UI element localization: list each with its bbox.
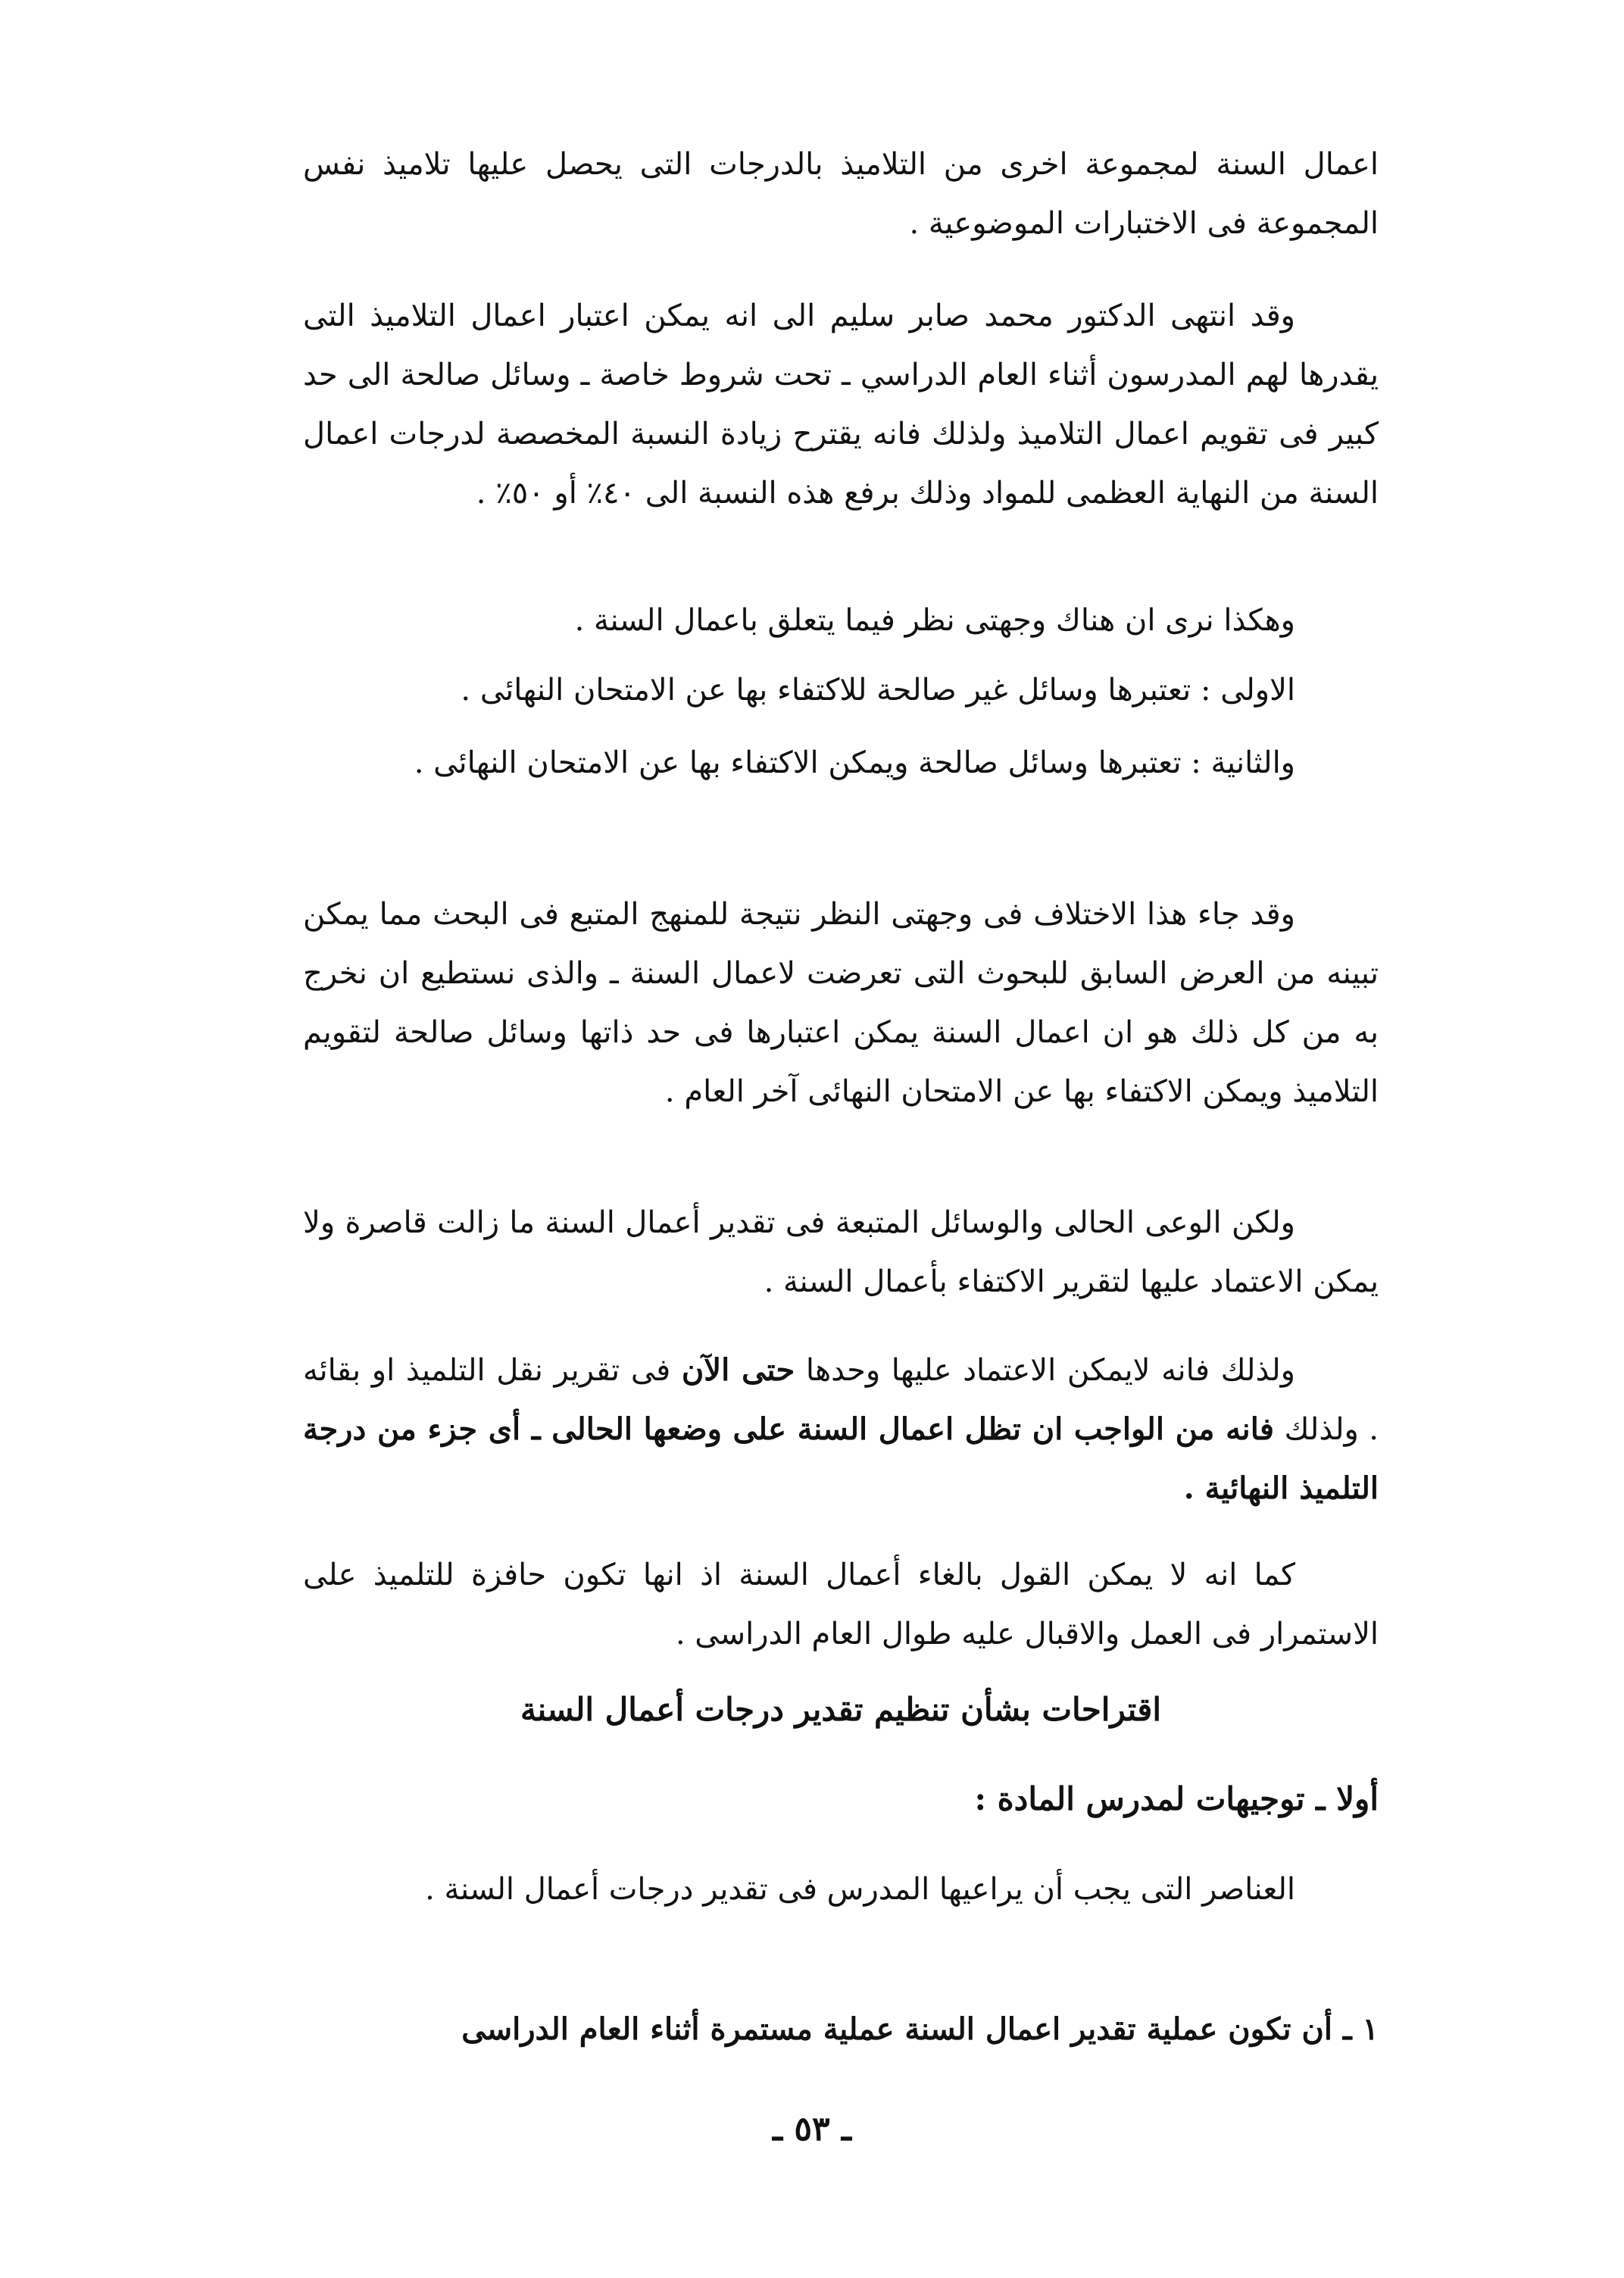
- paragraph-9: كما انه لا يمكن القول بالغاء أعمال السنة اذ انها تكون حافزة للتلميذ على الاستمرار فى العمل والاقبال عليه طوال العام الدراسى .: [303, 1558, 1379, 1651]
- paragraph-8: [303, 1341, 1379, 1518]
- paragraph-1: اعمال السنة لمجموعة اخرى من التلاميذ بالدرجات التى يحصل عليها تلاميذ نفس المجموعة فى الاختبارات الموضوعية .: [303, 147, 1379, 241]
- paragraph-8-part-2: فى تقرير نقل التلميذ او بقائه . ولذلك: [303, 1353, 1379, 1447]
- paragraph-6: وقد جاء هذا الاختلاف فى وجهتى النظر نتيجة للمنهج المتبع فى البحث مما يمكن تبينه من العرض السابق للبحوث التى تعرضت لاعمال السنة ـ والذى نستطيع ان نخرج به من كل ذلك هو ان اعمال السنة يمكن اعتبارها فى حد ذاتها وسائل صالحة لتقويم التلاميذ ويمكن الاكتفاء بها عن الامتحان النهائى آخر العام .: [303, 897, 1379, 1109]
- paragraph-2: وقد انتهى الدكتور محمد صابر سليم الى انه يمكن اعتبار اعمال التلاميذ التى يقدرها لهم المدرسون أثناء العام الدراسي ـ تحت شروط خاصة ـ وسائل صالحة الى حد كبير فى تقويم اعمال التلاميذ ولذلك فانه يقترح زيادة النسبة المخصصة لدرجات اعمال السنة من النهاية العظمى للمواد وذلك برفع هذه النسبة الى ٤٠٪ أو ٥٠٪ .: [303, 298, 1379, 511]
- section-subheading: أولا ـ توجيهات لمدرس المادة :: [974, 1780, 1379, 1817]
- paragraph-8-emphasis-1: حتى الآن: [681, 1352, 795, 1388]
- paragraph-4: الاولى : تعتبرها وسائل غير صالحة للاكتفاء بها عن الامتحان النهائى .: [461, 673, 1295, 708]
- section-heading: اقتراحات بشأن تنظيم تقدير درجات أعمال السنة: [520, 1691, 1162, 1728]
- paragraph-8-part-1: ولذلك فانه لايمكن الاعتماد عليها وحدها: [805, 1353, 1295, 1388]
- list-item-1: ١ ـ أن تكون عملية تقدير اعمال السنة عملية مستمرة أثناء العام الدراسى: [461, 2011, 1379, 2047]
- paragraph-5: والثانية : تعتبرها وسائل صالحة ويمكن الاكتفاء بها عن الامتحان النهائى .: [414, 745, 1295, 780]
- page-number: ـ ٥٣ ـ: [773, 2110, 851, 2148]
- paragraph-3: وهكذا نرى ان هناك وجهتى نظر فيما يتعلق باعمال السنة .: [574, 603, 1295, 638]
- paragraph-8-emphasis-2: فانه من الواجب ان تظل اعمال السنة على وضعها الحالى ـ أى جزء من درجة التلميذ النهائية .: [303, 1411, 1379, 1506]
- paragraph-10: العناصر التى يجب أن يراعيها المدرس فى تقدير درجات أعمال السنة .: [425, 1872, 1295, 1907]
- paragraph-7: ولكن الوعى الحالى والوسائل المتبعة فى تقدير أعمال السنة ما زالت قاصرة ولا يمكن الاعتماد عليها لتقرير الاكتفاء بأعمال السنة .: [303, 1205, 1379, 1299]
